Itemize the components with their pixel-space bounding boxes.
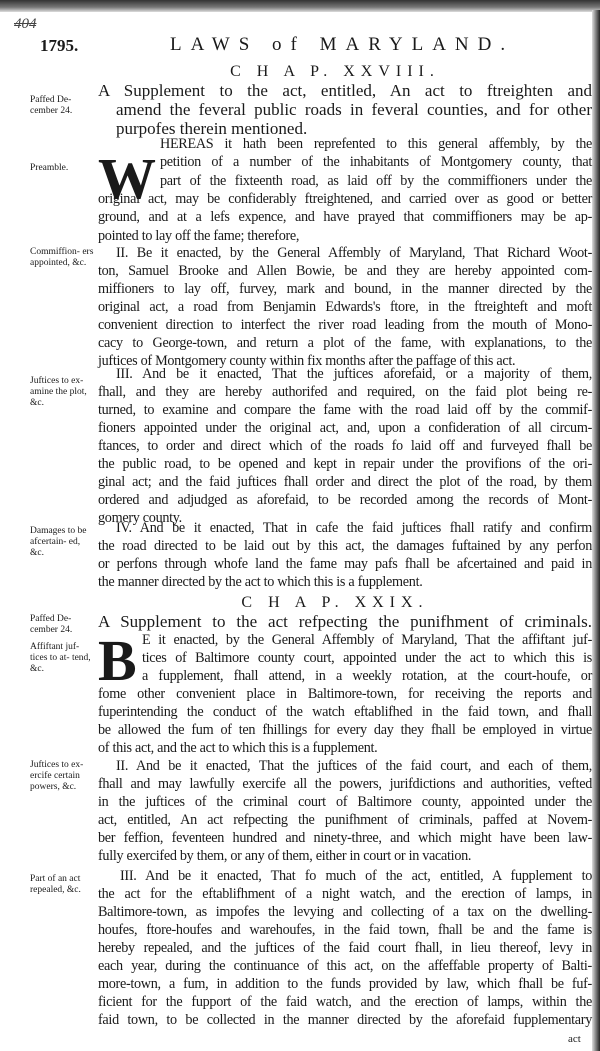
section-line: be allowed the fum of ten fhillings for every day they fhall be employed in virtue xyxy=(98,722,592,738)
section-line: gomery county. xyxy=(98,510,182,526)
section-line: fhall, and they are hereby authorifed and required, on the faid plot being re- xyxy=(98,384,592,400)
section-line: houfes, ftore-houfes and warehoufes, in the faid town, fhall be and the fame is xyxy=(98,922,592,938)
section-line: Baltimore-town, as impofes the levying and collecting of a tax on the dwelling- xyxy=(98,904,592,920)
folio-mark: 404 xyxy=(14,16,37,32)
margin-note: Damages to be afcertain- ed, &c. xyxy=(30,526,87,558)
section-line: the manner directed by the act to which this is a fupplement. xyxy=(98,574,423,590)
section-line: the road directed to be laid out by this act, the damages fuftained by any perfon xyxy=(98,538,592,554)
preamble-line: part of the fixteenth road, as laid off by the commiffioners under the xyxy=(160,172,592,189)
chapter-title-line: amend the feveral public roads in feveral counties, and for other xyxy=(116,100,592,119)
section-line: ftances, to order and direct which of the roads fo laid off and furveyed fhall be xyxy=(98,438,592,454)
margin-note: Paffed De- cember 24. xyxy=(30,614,73,635)
chapter-title-line: A Supplement to the act, entitled, An act to ftreighten and xyxy=(98,81,592,100)
section-line: act, entitled, An act refpecting the punifhment of criminals, paffed at Novem- xyxy=(98,812,592,828)
section-line: II. And be it enacted, That the juftices of the faid court, and each of them, xyxy=(116,758,592,774)
section-line: fioners appointed under the original act, and, upon a confideration of all circum- xyxy=(98,420,592,436)
margin-note: Paffed De- cember 24. xyxy=(30,95,73,116)
section-line: II. Be it enacted, by the General Affembly of Maryland, That Richard Woot- xyxy=(116,245,592,261)
section-line: fully exercifed by them, or any of them, either in court or in vacation. xyxy=(98,848,472,864)
preamble-line: petition of a number of the inhabitants of Montgomery county, that xyxy=(160,154,592,171)
margin-note: Part of an act repealed, &c. xyxy=(30,874,81,895)
margin-note: Commiffion- ers appointed, &c. xyxy=(30,247,94,268)
section-line: IV. And be it enacted, That in cafe the faid juftices fhall ratify and confirm xyxy=(116,520,592,536)
section-line: III. And be it enacted, That fo much of the act, entitled, A fupplement to xyxy=(120,868,592,884)
chapter-title-line: A Supplement to the act refpecting the punifhment of criminals. xyxy=(98,612,592,631)
catchword: act xyxy=(568,1033,581,1045)
section-line: fome other convenient place in Baltimore-town, for receiving the reports and xyxy=(98,686,592,702)
margin-note: Affiftant juf- tices to at- tend, &c. xyxy=(30,642,91,674)
margin-note: Preamble. xyxy=(30,163,69,173)
scan-edge-top xyxy=(0,0,600,12)
section-line: fuperintending the conduct of the watch eftablifhed in the faid town, and fhall xyxy=(98,704,592,720)
page-year: 1795. xyxy=(40,36,79,55)
section-line: a fupplement, fhall attend, in a weekly rotation, at the court-houfe, or xyxy=(142,668,592,684)
margin-note: Juftices to ex- amine the plot, &c. xyxy=(30,376,87,408)
section-line: juftices of Montgomery county within fix months after the paffage of this act. xyxy=(98,353,516,369)
section-line: III. And be it enacted, That the juftices aforefaid, or a majority of them, xyxy=(116,366,592,382)
section-line: each year, during the continuance of this act, on the affeffable property of Balti- xyxy=(98,958,592,974)
section-line: ordered and adjudged as aforefaid, to be recorded among the records of Mont- xyxy=(98,492,592,508)
section-line: fhall and may lawfully exercife all the powers, jurifdictions and authorities, vefted xyxy=(98,776,592,792)
section-line: faid town, to be collected in the manner directed by the aforefaid fupplementary xyxy=(98,1012,592,1028)
section-line: convenient direction to interfect the river road leading from the mouth of Mono- xyxy=(98,317,592,333)
section-line: ber feffion, feventeen hundred and ninety-three, and which might have been law- xyxy=(98,830,592,846)
preamble-line: ground, and at a lefs expence, and have prayed that commiffioners may be ap- xyxy=(98,209,592,226)
drop-cap-b: B xyxy=(98,628,137,693)
preamble-line: HEREAS it hath been reprefented to this general affembly, by the xyxy=(160,136,592,152)
scan-edge-right xyxy=(592,10,600,1051)
section-line: original act, a road from Benjamin Edwards's ftore, in the ftreighteft and moft xyxy=(98,299,592,315)
section-line: cacy to George-town, and return a plot of the fame, with explanations, to the xyxy=(98,335,592,351)
running-head: LAWS of MARYLAND. xyxy=(170,34,515,55)
section-line: hereby repealed, and the juftices of the faid court fhall, in lieu thereof, levy in xyxy=(98,940,592,956)
section-line: turned, to examine and compare the fame with the road laid off by the commif- xyxy=(98,402,592,418)
section-line: of this act, and the act to which this is a fupplement. xyxy=(98,740,378,756)
section-line: the act for the eftablifhment of a night watch, and the erection of lamps, in xyxy=(98,886,592,902)
section-line: ficient for the fupport of the faid watch, and the erection of lamps, within the xyxy=(98,994,592,1010)
section-line: ginal act; and the faid juftices fhall order and direct the plot of the road, by them xyxy=(98,474,592,490)
preamble-line: original act, may be confiderably ftreightened, and carried over as good or better xyxy=(98,190,592,207)
margin-note: Juftices to ex- ercife certain powers, &c. xyxy=(30,760,84,792)
chapter-heading-29: C H A P. XXIX. xyxy=(241,594,429,611)
drop-cap-w: W xyxy=(98,146,156,211)
chapter-title-line: purpofes therein mentioned. xyxy=(116,119,308,138)
section-line: or perfons through whofe land the fame may pafs fhall be afcertained and paid in xyxy=(98,556,592,572)
chapter-heading-28: C H A P. XXVIII. xyxy=(230,63,440,80)
section-line: miffioners to lay off, furvey, mark and bound, in the manner directed by the xyxy=(98,281,592,297)
section-line: ton, Samuel Brooke and Allen Bowie, be and they are hereby appointed com- xyxy=(98,263,592,279)
section-line: the public road, to be opened and kept in repair under the provifions of the ori- xyxy=(98,456,592,472)
section-line: more-town, a fum, in addition to the funds provided by law, which fhall be fuf- xyxy=(98,976,592,992)
section-line: tices of Baltimore county court, appointed under the act to which this is xyxy=(142,650,592,666)
preamble-line: pointed to lay off the fame; therefore, xyxy=(98,227,300,244)
section-line: in the juftices of the criminal court of Baltimore county, appointed under the xyxy=(98,794,592,810)
section-line: E it enacted, by the General Affembly of Maryland, That the affiftant juf- xyxy=(142,632,592,648)
